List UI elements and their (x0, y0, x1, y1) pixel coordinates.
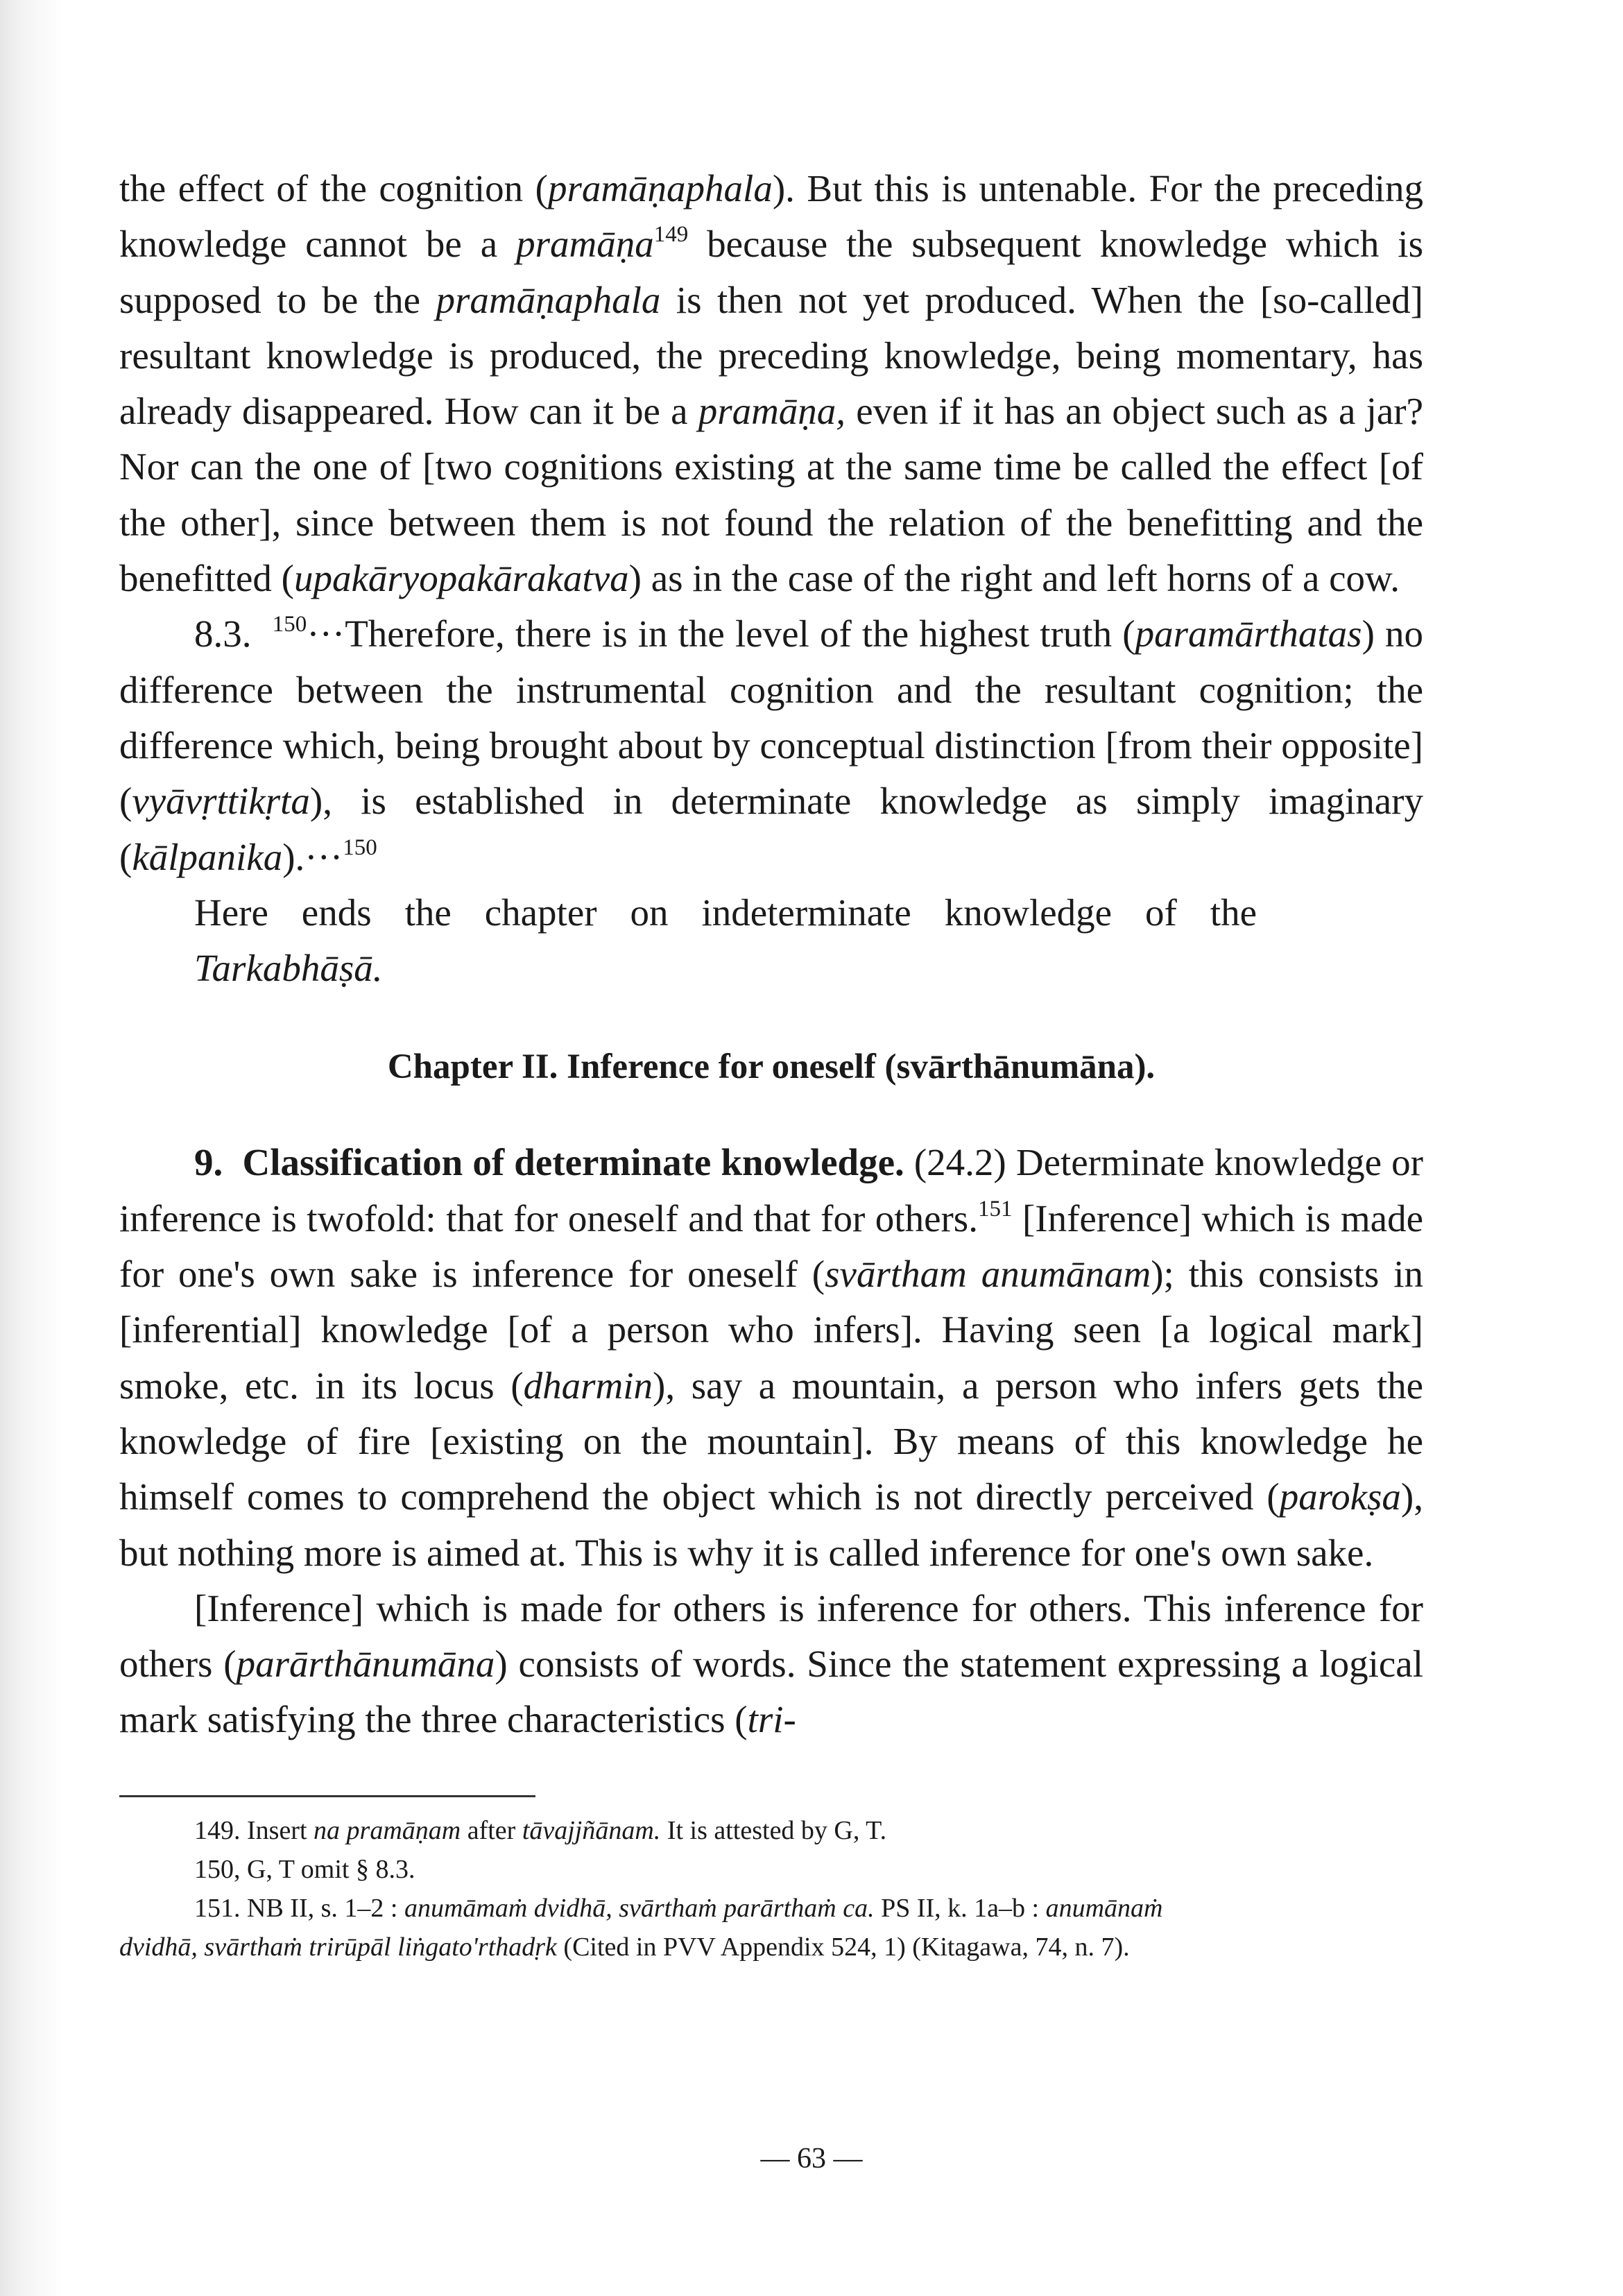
footnote-ref-150-end[interactable]: 150 (343, 834, 377, 860)
footnote-151-continued: dvidhā, svārthaṁ trirūpāl liṅgato'rthadṛk (Cited in PVV Appendix 524, 1) (Kitagawa, 74, n. 7). (119, 1932, 1130, 1962)
main-text (119, 161, 1423, 1748)
footnote-150: 150, G, T omit § 8.3. (194, 1854, 415, 1884)
paragraph-inference-for-others: [Inference] which is made for others is inference for others. This inference for others (parārthānumāna) consists of words. Since the statement expressing a logical mark satisfying the three characteristics (tri- (119, 1586, 1423, 1741)
footnote-151: 151. NB II, s. 1–2 : anumāmaṁ dvidhā, svārthaṁ parārthaṁ ca. PS II, k. 1a–b : anumānaṁ (194, 1893, 1163, 1923)
footnotes (119, 1811, 1423, 1967)
section-number-8-3: 8.3. (194, 612, 252, 656)
section-number-9: 9. (194, 1141, 223, 1184)
footnote-149: 149. Insert na pramāṇam after tāvajjñānam. It is attested by G, T. (194, 1815, 887, 1845)
section-title-9: Classification of determinate knowledge. (242, 1141, 904, 1184)
footnote-divider (119, 1795, 535, 1797)
chapter-end-note: Here ends the chapter on indeterminate knowledge of the Tarkabhāṣā. (194, 891, 1257, 990)
footnote-ref-150-start[interactable]: 150 (272, 612, 307, 637)
footnote-ref-149[interactable]: 149 (653, 222, 689, 248)
page-content (119, 161, 1423, 1967)
scan-edge-shadow (0, 0, 62, 2296)
paragraph-8-3: 8.3. $^{150}$···Therefore, there is in the level of the highest truth (paramārthatas) no difference between the instrumental cognition and the resultant cognition; the difference which, being brought about by conceptual distinction [from their opposite] (vyāvṛttikṛta), is established in determinate knowledge as simply imaginary (kālpanika).···$^{150}$ (119, 612, 1424, 878)
page-number: — 63 — (760, 2143, 863, 2175)
paragraph-section-9: 9. Classification of determinate knowledge. (24.2) Determinate knowledge or inference is twofold: that for oneself and that for others.$^{151}$ [Inference] which is made for one's own sake is inference for oneself (svārtham anumānam); this consists in [inferential] knowledge [of a person who infers]. Having seen [a logical mark] smoke, etc. in its locus (dharmin), say a mountain, a person who infers gets the knowledge of fire [existing on the mountain]. By means of this knowledge he himself comes to comprehend the object which is not directly perceived (parokṣa), but nothing more is aimed at. This is why it is called inference for one's own sake. (119, 1141, 1424, 1574)
footnote-ref-151[interactable]: 151 (977, 1196, 1013, 1222)
paragraph-continuation: the effect of the cognition (pramāṇaphala). But this is untenable. For the preceding knowledge cannot be a pramāṇa$^{149}$ because the subsequent knowledge which is supposed to be the pramāṇaphala is then not yet produced. When the [so-called] resultant knowledge is produced, the preceding knowledge, being momentary, has already disappeared. How can it be a pramāṇa, even if it has an object such as a jar? Nor can the one of [two cognitions existing at the same time be called the effect [of the other], since between them is not found the relation of the benefitting and the benefitted (upakāryopakārakatva) as in the case of the right and left horns of a cow. (119, 167, 1423, 600)
chapter-heading: Chapter II. Inference for oneself (svārthānumāna). (387, 1047, 1156, 1087)
